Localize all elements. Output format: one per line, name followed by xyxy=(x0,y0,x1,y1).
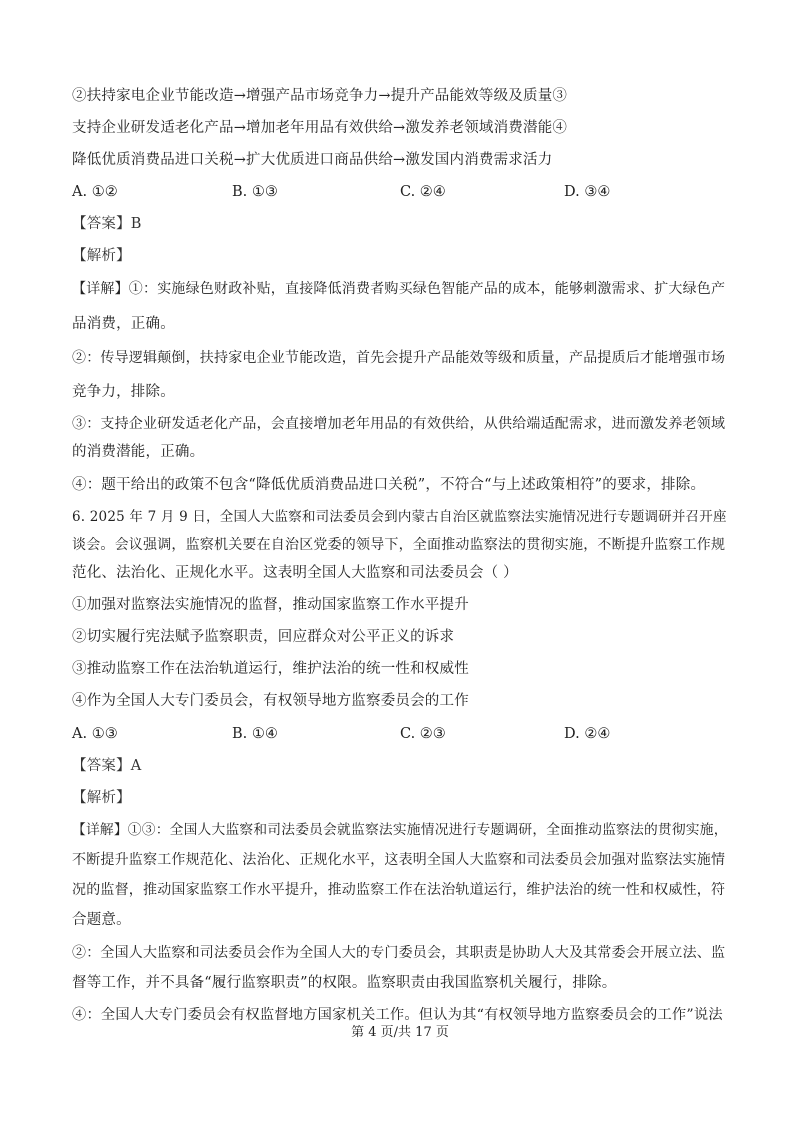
q5-statement-4: 降低优质消费品进口关税→扩大优质进口商品供给→激发国内消费需求活力 xyxy=(72,152,553,168)
q6-choice-a: A. ①③ xyxy=(72,726,118,742)
q6-detail-13d: 合题意。 xyxy=(72,912,131,928)
q6-stem-2: 谈会。会议强调，监察机关要在自治区党委的领导下，全面推动监察法的贯彻实施，不断提升监察工作规 xyxy=(72,537,726,553)
q6-answer: 【答案】A xyxy=(72,758,142,774)
q5-detail-1b: 品消费，正确。 xyxy=(72,316,175,332)
q5-detail-2a: ②：传导逻辑颠倒，扶持家电企业节能改造，首先会提升产品能效等级和质量，产品提质后才能增强市场 xyxy=(72,350,726,366)
q5-answer: 【答案】B xyxy=(72,216,142,232)
q6-detail-13c: 况的监督，推动国家监察工作水平提升，推动监察工作在法治轨道运行，维护法治的统一性和权威性，符 xyxy=(72,882,726,898)
page-footer: 第 4 页/共 17 页 xyxy=(351,1025,449,1040)
q5-choice-b: B. ①③ xyxy=(232,184,278,200)
q6-stem-1: 6. 2025 年 7 月 9 日，全国人大监察和司法委员会到内蒙古自治区就监察法实施情况进行专题调研并召开座 xyxy=(72,509,727,525)
q5-statement-2: ②扶持家电企业节能改造→增强产品市场竞争力→提升产品能效等级及质量③ xyxy=(72,88,568,104)
q5-choices xyxy=(72,182,732,202)
q5-detail-2b: 竞争力，排除。 xyxy=(72,384,175,400)
q5-detail-1a: 【详解】①：实施绿色财政补贴，直接降低消费者购买绿色智能产品的成本，能够刺激需求、扩大绿色产 xyxy=(72,281,726,297)
q6-choices xyxy=(72,724,732,744)
q6-item-4: ④作为全国人大专门委员会，有权领导地方监察委员会的工作 xyxy=(72,693,469,709)
q6-choice-d: D. ②④ xyxy=(564,726,611,742)
q5-analysis-label: 【解析】 xyxy=(72,248,131,264)
q6-item-1: ①加强对监察法实施情况的监督，推动国家监察工作水平提升 xyxy=(72,597,469,613)
q5-choice-a: A. ①② xyxy=(72,184,118,200)
q5-choice-d: D. ③④ xyxy=(564,184,611,200)
q5-detail-3a: ③：支持企业研发适老化产品，会直接增加老年用品的有效供给，从供给端适配需求，进而激发养老领域 xyxy=(72,416,726,432)
q5-detail-3b: 的消费潜能，正确。 xyxy=(72,444,205,460)
q6-detail-13b: 不断提升监察工作规范化、法治化、正规化水平，这表明全国人大监察和司法委员会加强对监察法实施情 xyxy=(72,852,726,868)
q6-choice-c: C. ②③ xyxy=(400,726,446,742)
q6-detail-2b: 督等工作，并不具备“履行监察职责”的权限。监察职责由我国监察机关履行，排除。 xyxy=(72,975,617,991)
q6-item-3: ③推动监察工作在法治轨道运行，维护法治的统一性和权威性 xyxy=(72,661,469,677)
q6-detail-13a: 【详解】①③：全国人大监察和司法委员会就监察法实施情况进行专题调研，全面推动监察法的贯彻实施， xyxy=(72,822,728,838)
q6-detail-2a: ②：全国人大监察和司法委员会作为全国人大的专门委员会，其职责是协助人大及其常委会开展立法、监 xyxy=(72,945,726,961)
q5-statement-3: 支持企业研发适老化产品→增加老年用品有效供给→激发养老领域消费潜能④ xyxy=(72,120,568,136)
q6-stem-3: 范化、法治化、正规化水平。这表明全国人大监察和司法委员会（ ） xyxy=(72,565,518,581)
q6-item-2: ②切实履行宪法赋予监察职责，回应群众对公平正义的诉求 xyxy=(72,629,455,645)
q6-detail-4a: ④：全国人大专门委员会有权监督地方国家机关工作。但认为其“有权领导地方监察委员会的工作”说法 xyxy=(72,1007,723,1023)
q6-choice-b: B. ①④ xyxy=(232,726,278,742)
q5-choice-c: C. ②④ xyxy=(400,184,446,200)
q6-analysis-label: 【解析】 xyxy=(72,790,131,806)
q5-detail-4: ④：题干给出的政策不包含“降低优质消费品进口关税”，不符合“与上述政策相符”的要求，排除。 xyxy=(72,477,706,493)
